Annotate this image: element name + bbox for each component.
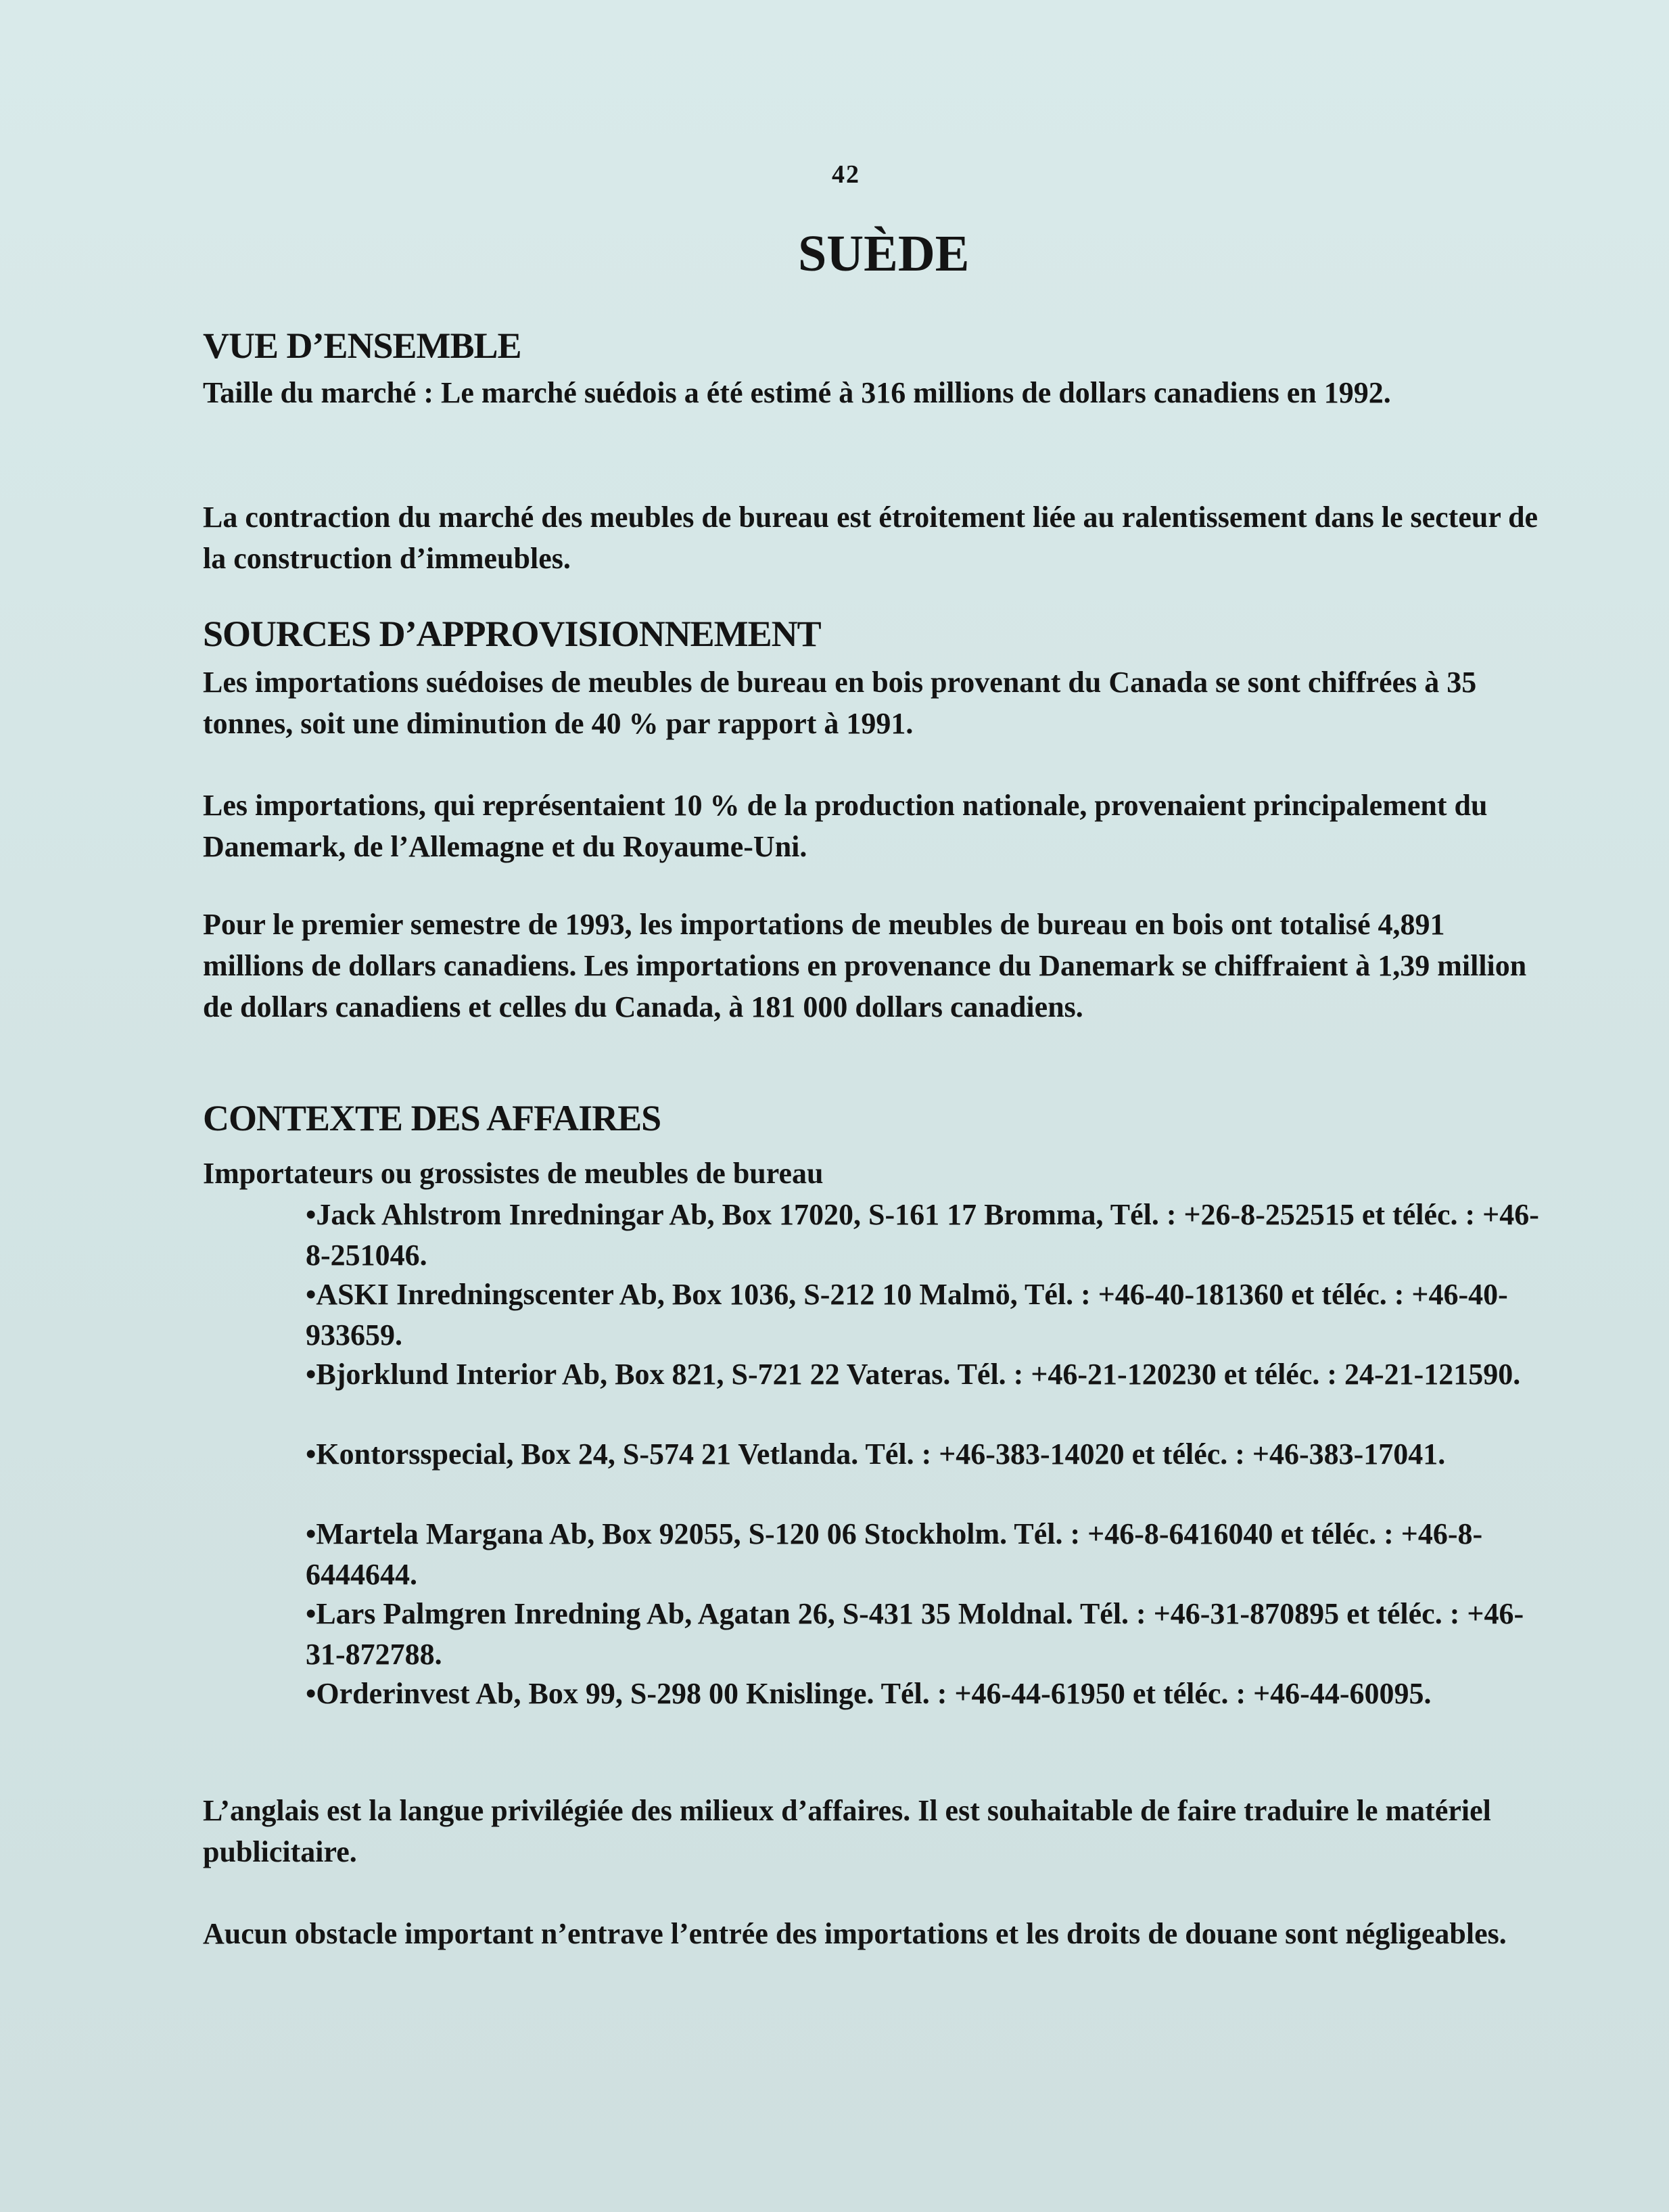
paragraph-market-size [203,372,1549,413]
importer-details: , Box 17020, S-161 17 Bromma, Tél. : +26-8-252515 et téléc. : +46-8-251046. [306,1198,1539,1272]
importer-name: Jack Ahlstrom Inredningar Ab [316,1198,707,1231]
page-title: SUÈDE [798,225,970,282]
bullet-icon: • [306,1597,316,1630]
importer-details: , Box 92055, S-120 06 Stockholm. Tél. : +46-8-6416040 et téléc. : +46-8-6444644. [306,1517,1483,1591]
page-number: 42 [832,160,860,189]
importer-entry [306,1674,1550,1714]
section-heading-business: CONTEXTE DES AFFAIRES [203,1098,661,1138]
importer-name: Lars Palmgren Inredning Ab [316,1597,685,1630]
bullet-icon: • [306,1437,316,1471]
paragraph-language: L’anglais est la langue privilégiée des milieux d’affaires. Il est souhaitable de faire traduire le matériel publicitaire. [203,1794,1491,1868]
importer-name: Martela Margana Ab [316,1517,588,1550]
importer-entry [306,1594,1550,1675]
importer-name: Orderinvest Ab [316,1677,514,1710]
section-heading-overview: VUE D’ENSEMBLE [203,325,521,366]
importer-entry [306,1354,1550,1395]
paragraph-imports-canada: Les importations suédoises de meubles de bureau en bois provenant du Canada se sont chiffrées à 35 tonnes, soit une diminution de 40 % par rapport à 1991. [203,666,1477,740]
paragraph-first-semester: Pour le premier semestre de 1993, les importations de meubles de bureau en bois ont totalisé 4,891 millions de dollars canadiens. Les importations en provenance du Danemark se chiffraient à 1,39 million de dollars canadiens et celles du Canada, à 181 000 dollars canadiens. [203,908,1527,1023]
market-size-text: Le marché suédois a été estimé à 316 millions de dollars canadiens en 1992. [433,376,1391,409]
importer-entry [306,1434,1550,1475]
bullet-icon: • [306,1677,316,1710]
importer-entry [306,1514,1550,1595]
bullet-icon: • [306,1358,316,1391]
importer-name: ASKI Inredningscenter Ab [316,1278,657,1311]
market-size-label: Taille du marché : [203,376,434,409]
paragraph-customs: Aucun obstacle important n’entrave l’entrée des importations et les droits de douane sont négligeables. [203,1917,1507,1950]
paragraph-imports-share: Les importations, qui représentaient 10 % de la production nationale, provenaient principalement du Danemark, de l’Allemagne et du Royaume-Uni. [203,789,1488,863]
importer-name: Bjorklund Interior Ab [316,1358,601,1391]
importer-details: , Agatan 26, S-431 35 Moldnal. Tél. : +46-31-870895 et téléc. : +46-31-872788. [306,1597,1524,1671]
bullet-icon: • [306,1198,316,1231]
bullet-icon: • [306,1278,316,1311]
importer-entry [306,1274,1550,1356]
importer-details: , Box 24, S-574 21 Vetlanda. Tél. : +46-383-14020 et téléc. : +46-383-17041. [506,1437,1446,1471]
importer-name: Kontorsspecial [316,1437,507,1471]
importer-details: , Box 1036, S-212 10 Malmö, Tél. : +46-40-181360 et téléc. : +46-40-933659. [306,1278,1508,1352]
importer-entry [306,1195,1550,1276]
section-heading-supply: SOURCES D’APPROVISIONNEMENT [203,614,821,654]
paragraph-contraction: La contraction du marché des meubles de bureau est étroitement liée au ralentissement dans le secteur de la construction d’immeubles. [203,501,1538,575]
importer-details: , Box 99, S-298 00 Knislinge. Tél. : +46-44-61950 et téléc. : +46-44-60095. [513,1677,1432,1710]
importers-subheading: Importateurs ou grossistes de meubles de bureau [203,1157,824,1190]
bullet-icon: • [306,1517,316,1550]
importer-details: , Box 821, S-721 22 Vateras. Tél. : +46-21-120230 et téléc. : 24-21-121590. [600,1358,1521,1391]
